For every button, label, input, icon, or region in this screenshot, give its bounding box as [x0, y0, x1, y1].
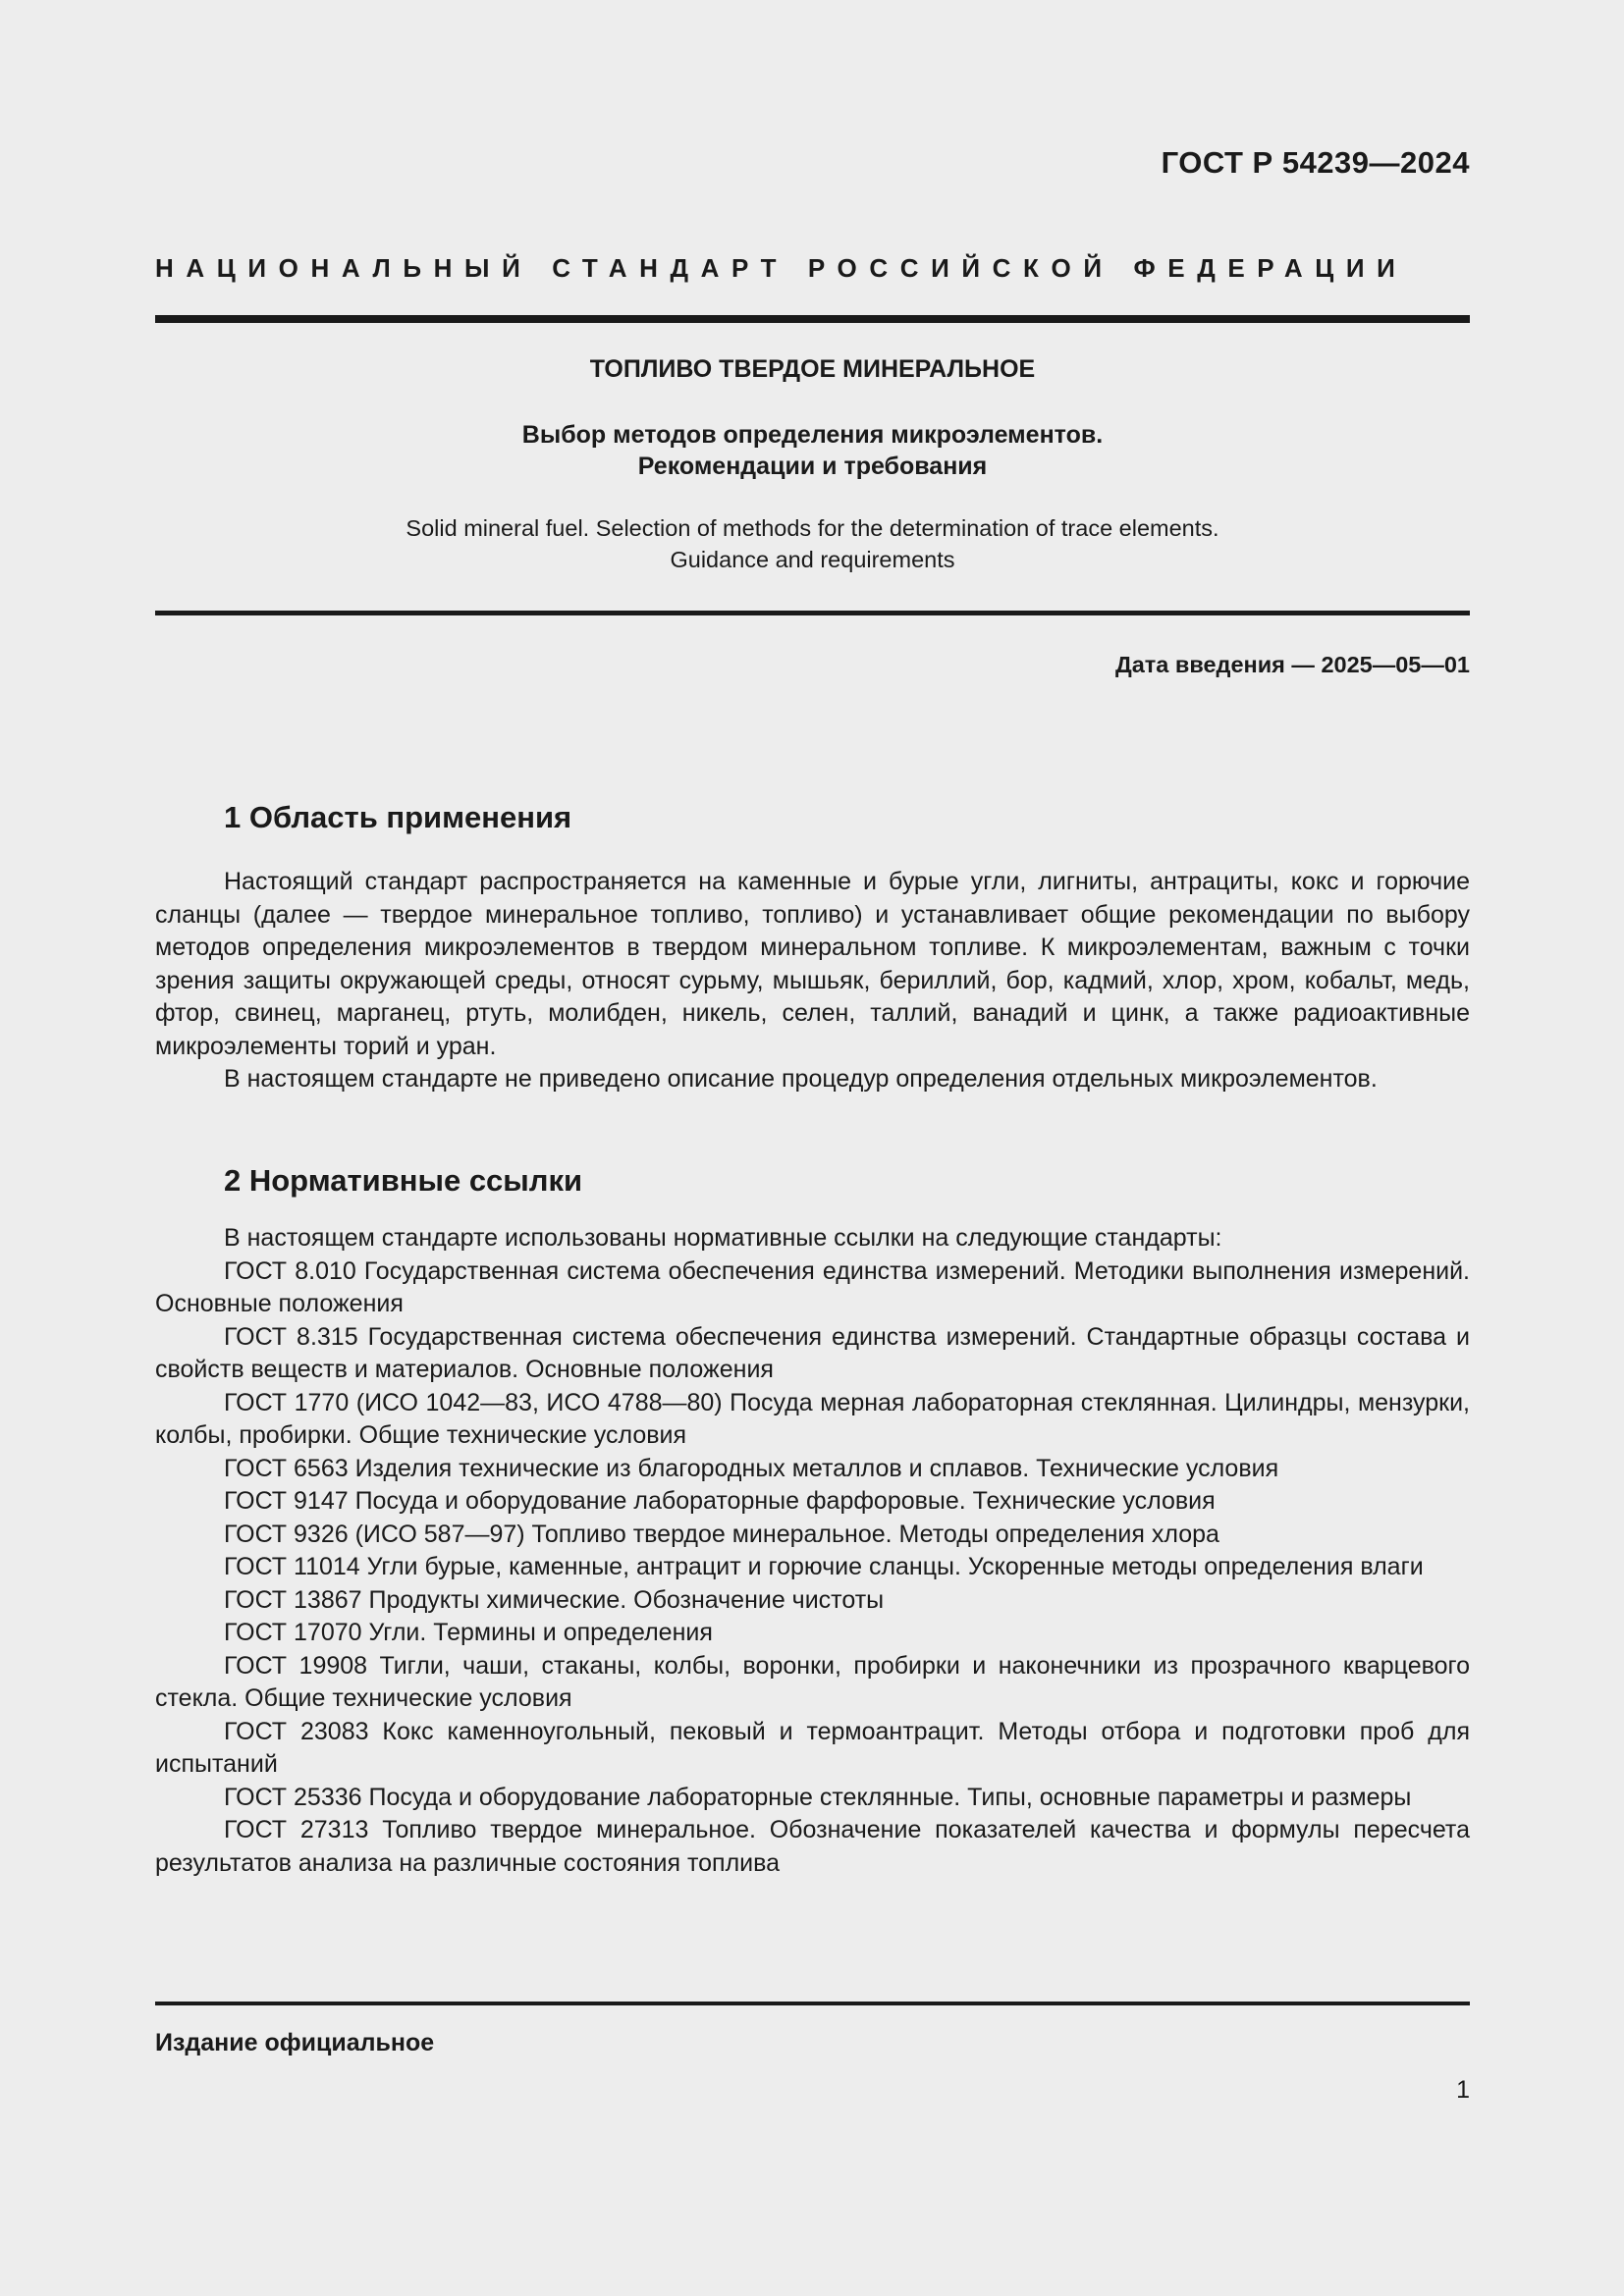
reference-item: ГОСТ 23083 Кокс каменноугольный, пековый и термоантрацит. Методы отбора и подготовки проб для испытаний — [155, 1717, 1470, 1778]
section-scope — [155, 798, 1470, 1096]
reference-item: ГОСТ 9147 Посуда и оборудование лабораторные фарфоровые. Технические условия — [224, 1487, 1216, 1515]
reference-item: ГОСТ 8.010 Государственная система обеспечения единства измерений. Методики выполнения измерений. Основные положения — [155, 1256, 1470, 1317]
references-intro: В настоящем стандарте использованы нормативные ссылки на следующие стандарты: — [224, 1224, 1222, 1252]
reference-item: ГОСТ 25336 Посуда и оборудование лабораторные стеклянные. Типы, основные параметры и размеры — [224, 1783, 1412, 1811]
reference-item: ГОСТ 9326 (ИСО 587—97) Топливо твердое минеральное. Методы определения хлора — [224, 1520, 1219, 1548]
reference-item: ГОСТ 19908 Тигли, чаши, стаканы, колбы, воронки, пробирки и наконечники из прозрачного кварцевого стекла. Общие технические условия — [155, 1651, 1470, 1712]
subtitle-line-2: Рекомендации и требования — [637, 453, 988, 480]
date-introduced: Дата введения — 2025—05—01 — [1114, 652, 1470, 677]
english-title-line-2: Guidance and requirements — [670, 547, 955, 572]
scope-paragraph: Настоящий стандарт распространяется на каменные и бурые угли, лигниты, антрациты, кокс и горючие сланцы (далее — твердое минеральное топливо, топливо) и устанавливает общие рекомендации по выбору методов определения микроэлементов в твердом минеральном топливе. К микроэлементам, важным с точки зрения защиты окружающей среды, относят сурьму, мышьяк, бериллий, бор, кадмий, хлор, хром, кобальт, медь, фтор, свинец, марганец, ртуть, молибден, никель, селен, таллий, ванадий и цинк, а также радиоактивные микроэлементы торий и уран. — [155, 868, 1470, 1060]
document-number: ГОСТ Р 54239—2024 — [1161, 145, 1470, 180]
reference-item: ГОСТ 1770 (ИСО 1042—83, ИСО 4788—80) Посуда мерная лабораторная стеклянная. Цилиндры, мензурки, колбы, пробирки. Общие технические условия — [155, 1388, 1470, 1449]
document-title: ТОПЛИВО ТВЕРДОЕ МИНЕРАЛЬНОЕ — [589, 355, 1036, 383]
title-rule — [155, 611, 1470, 615]
document-subtitle — [155, 419, 1470, 482]
reference-item: ГОСТ 6563 Изделия технические из благородных металлов и сплавов. Технические условия — [224, 1454, 1279, 1482]
section-heading: 2 Нормативные ссылки — [224, 1163, 583, 1198]
scope-paragraph: В настоящем стандарте не приведено описание процедур определения отдельных микроэлементов. — [224, 1065, 1378, 1093]
page-number: 1 — [1456, 2076, 1470, 2104]
footer-rule — [155, 2002, 1470, 2005]
subtitle-line-1: Выбор методов определения микроэлементов. — [521, 421, 1104, 449]
english-title-line-1: Solid mineral fuel. Selection of methods for the determination of trace elements. — [406, 515, 1219, 541]
english-title — [155, 512, 1470, 575]
reference-item: ГОСТ 8.315 Государственная система обеспечения единства измерений. Стандартные образцы состава и свойств веществ и материалов. Основные положения — [155, 1322, 1470, 1383]
reference-item: ГОСТ 13867 Продукты химические. Обозначение чистоты — [224, 1585, 885, 1614]
national-standard-banner: НАЦИОНАЛЬНЫЙ СТАНДАРТ РОССИЙСКОЙ ФЕДЕРАЦИИ — [155, 253, 1408, 283]
section-normative-references — [155, 1161, 1470, 1880]
section-heading: 1 Область применения — [224, 800, 572, 834]
reference-item: ГОСТ 11014 Угли бурые, каменные, антрацит и горючие сланцы. Ускоренные методы определения влаги — [224, 1553, 1424, 1580]
reference-item: ГОСТ 27313 Топливо твердое минеральное. Обозначение показателей качества и формулы пересчета результатов анализа на различные состояния топлива — [155, 1816, 1470, 1877]
header-rule — [155, 315, 1470, 323]
reference-item: ГОСТ 17070 Угли. Термины и определения — [224, 1619, 713, 1646]
official-edition-label: Издание официальное — [155, 2029, 435, 2056]
